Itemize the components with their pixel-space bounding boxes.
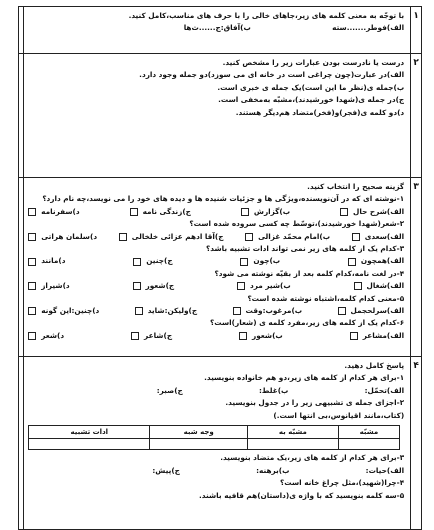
simile-table-header-row — [29, 426, 400, 439]
checkbox-icon[interactable] — [233, 307, 241, 315]
option-item[interactable] — [28, 255, 65, 267]
option-label: الف)سرلحجمل — [350, 306, 405, 316]
simile-table-cell[interactable] — [338, 439, 399, 450]
option-label: الف)سعدی — [364, 231, 405, 241]
question-2-number: ۲ — [411, 54, 422, 178]
checkbox-icon[interactable] — [28, 332, 36, 340]
question-3-sub-5-options — [28, 305, 404, 317]
question-3-sub-1-options — [28, 206, 404, 218]
question-3-sub-2-options — [28, 231, 404, 243]
question-4-number: ۴ — [411, 357, 422, 530]
checkbox-icon[interactable] — [28, 208, 36, 216]
option-label: ج)آقا ادهم عزائی خلخالی — [131, 231, 224, 241]
question-4-sub-3-items: الف)حیات: ب)برهنه: ج)پیش: — [152, 465, 405, 475]
question-4-sub-5: ۵-سه کلمه بنویسید که با واژه ی(داستان)هم قافیه باشند. — [199, 490, 405, 500]
option-label: د)مانند — [41, 256, 66, 266]
checkbox-icon[interactable] — [338, 307, 346, 315]
question-3-sub-4-options — [28, 280, 404, 292]
checkbox-icon[interactable] — [241, 208, 249, 216]
option-item[interactable] — [131, 330, 172, 342]
question-2-prompt: درست یا نادرست بودن عبارات زیر را مشخص کنید. — [222, 58, 405, 67]
checkbox-icon[interactable] — [133, 258, 141, 266]
question-2-content — [24, 54, 411, 178]
option-label: ب)شعور — [252, 330, 283, 340]
option-item[interactable] — [135, 305, 197, 317]
option-item[interactable] — [340, 206, 404, 218]
question-4-sub-4: ۴-چرا(شهید)،مثل چراغ خانه است؟ — [280, 478, 405, 488]
simile-table-header: ادات تشبیه — [29, 426, 150, 439]
option-item[interactable] — [348, 255, 404, 267]
option-label: ج)چنین — [146, 256, 173, 266]
question-3-sub-3-options — [28, 255, 404, 267]
question-4-content — [24, 357, 411, 530]
option-label: الف)مشاعر — [362, 330, 405, 340]
option-item[interactable] — [28, 231, 97, 243]
simile-table-header: وجه شبه — [150, 426, 248, 439]
question-1-prompt: با توجّه به معنی کلمه های زیر،جاهای خالی را با حرف های مناسب،کامل کنید. — [128, 11, 405, 20]
option-item[interactable] — [354, 280, 405, 292]
checkbox-icon[interactable] — [28, 258, 36, 266]
checkbox-icon[interactable] — [28, 233, 36, 241]
checkbox-icon[interactable] — [340, 208, 348, 216]
option-label: ب)گزارش — [253, 206, 291, 216]
option-item[interactable] — [119, 231, 224, 243]
question-2-item-d: د)دو کلمه ی(فجر)و(فخر)متضاد هم‌دیگر هستند. — [235, 107, 405, 117]
option-item[interactable] — [233, 305, 303, 317]
option-label: د)شعر — [41, 330, 65, 340]
option-label: ج)شاعر — [144, 330, 173, 340]
question-row-1 — [19, 7, 422, 54]
questions-table — [18, 6, 422, 530]
option-item[interactable] — [130, 206, 191, 218]
checkbox-icon[interactable] — [354, 282, 362, 290]
option-label: ب)مرغوب:وقت — [245, 306, 303, 316]
option-item[interactable] — [239, 330, 283, 342]
question-3-sub-4: ۴-در لغت نامه،کدام کلمه بعد از بقیّه نوشته می شود؟ — [214, 268, 405, 278]
option-item[interactable] — [28, 330, 64, 342]
question-3-sub-6: ۶-کدام یک از کلمه های زیر،مفرد کلمه ی (شعار)است؟ — [210, 318, 405, 328]
checkbox-icon[interactable] — [237, 282, 245, 290]
question-4-sub-2: ۲-اجزای جمله ی تشبیهی زیر را در جدول بنویسید. — [225, 398, 405, 408]
option-label: الف)شغال — [366, 281, 405, 291]
option-label: د)سفرنامه — [41, 206, 80, 216]
question-row-2 — [19, 54, 422, 178]
question-4-prompt: پاسخ کامل دهید. — [344, 361, 405, 370]
option-item[interactable] — [241, 206, 290, 218]
option-item[interactable] — [338, 305, 405, 317]
question-3-number: ۳ — [411, 178, 422, 357]
option-item[interactable] — [352, 231, 404, 243]
option-label: د)سلمان هراتی — [41, 231, 98, 241]
simile-table-cell[interactable] — [150, 439, 248, 450]
option-label: ب)شیر مرد — [250, 281, 291, 291]
simile-table-cell[interactable] — [248, 439, 339, 450]
question-4-sub-3: ۳-برای هر کدام از کلمه های زیر،یک متضاد بنویسید. — [220, 453, 405, 463]
option-label: د)چنین:این گونه — [41, 306, 100, 316]
checkbox-icon[interactable] — [135, 307, 143, 315]
question-row-4 — [19, 357, 422, 530]
simile-parts-table — [28, 425, 400, 450]
checkbox-icon[interactable] — [350, 332, 358, 340]
simile-table-header: مشبّه به — [248, 426, 339, 439]
checkbox-icon[interactable] — [352, 233, 360, 241]
question-3-sub-1: ۱-نوشته ای که در آن‌نویسنده،ویژگی ها و جزئیات شنیده ها و دیده های خود را می نویسد،چه نام دارد؟ — [42, 194, 405, 204]
question-2-item-c: ج)در جمله ی(شهدا خورشیدند)،مشبّه به‌مخفی است. — [218, 95, 405, 105]
question-2-item-b: ب)جمله ی(نظر ما این است)یک جمله ی خبری است. — [217, 82, 405, 92]
option-label: د)شیراز — [41, 281, 70, 291]
checkbox-icon[interactable] — [245, 233, 253, 241]
question-1-items: الف)فوطر.......سته ب)آفاق:ج......ث‌ها — [183, 23, 405, 33]
simile-table-cell[interactable] — [29, 439, 150, 450]
option-label: ج)زندگی نامه — [142, 206, 191, 216]
option-item[interactable] — [28, 280, 69, 292]
option-label: ج)ولیکن:شاید — [147, 306, 198, 316]
question-2-item-a: الف)در عبارت(چون چراغی است در خانه ای می سوزد)دو جمله وجود دارد. — [139, 70, 405, 80]
checkbox-icon[interactable] — [119, 233, 127, 241]
checkbox-icon[interactable] — [130, 208, 138, 216]
checkbox-icon[interactable] — [239, 332, 247, 340]
question-3-sub-6-options — [28, 330, 404, 342]
checkbox-icon[interactable] — [240, 258, 248, 266]
checkbox-icon[interactable] — [28, 282, 36, 290]
checkbox-icon[interactable] — [133, 282, 141, 290]
option-item[interactable] — [133, 255, 172, 267]
question-3-sub-5: ۵-معنی کدام کلمه،اشتباه نوشته شده است؟ — [247, 293, 405, 303]
option-item[interactable] — [133, 280, 175, 292]
question-4-sub-2-sentence: (کتاب،مانند اقیانوس،بی انتها است.) — [273, 410, 405, 420]
question-3-sub-2: ۲-شعر(شهدا خورشیدند)،توسّط چه کسی سروده شده است؟ — [189, 219, 405, 229]
option-item[interactable] — [245, 231, 330, 243]
question-3-sub-3: ۳-کدام یک از کلمه های زیر نمی تواند ادات تشبیه باشد؟ — [206, 244, 405, 254]
option-item[interactable] — [28, 206, 79, 218]
simile-table-header: مشبّه — [338, 426, 399, 439]
checkbox-icon[interactable] — [28, 307, 36, 315]
option-label: الف)همچون — [360, 256, 405, 266]
simile-table-answer-row — [29, 439, 400, 450]
question-4-sub-1-items: الف)تحمّل: ب)غلط: ج)صبر: — [156, 385, 405, 395]
option-item[interactable] — [350, 330, 404, 342]
checkbox-icon[interactable] — [348, 258, 356, 266]
option-item[interactable] — [28, 305, 99, 317]
question-3-content — [24, 178, 411, 357]
question-3-prompt: گزینه صحیح را انتخاب کنید. — [307, 182, 405, 191]
checkbox-icon[interactable] — [131, 332, 139, 340]
option-item[interactable] — [237, 280, 291, 292]
question-row-3 — [19, 178, 422, 357]
option-label: الف)شرح حال — [353, 206, 405, 216]
option-label: ب)چون — [253, 256, 281, 266]
option-item[interactable] — [240, 255, 280, 267]
option-label: ج)شعور — [145, 281, 175, 291]
question-4-sub-1: ۱-برای هر کدام از کلمه های زیر،دو هم خانواده بنویسید. — [204, 373, 405, 383]
option-label: ب)امام محمّد غزالی — [258, 231, 331, 241]
question-1-content — [24, 7, 411, 54]
question-1-number: ۱ — [411, 7, 422, 54]
